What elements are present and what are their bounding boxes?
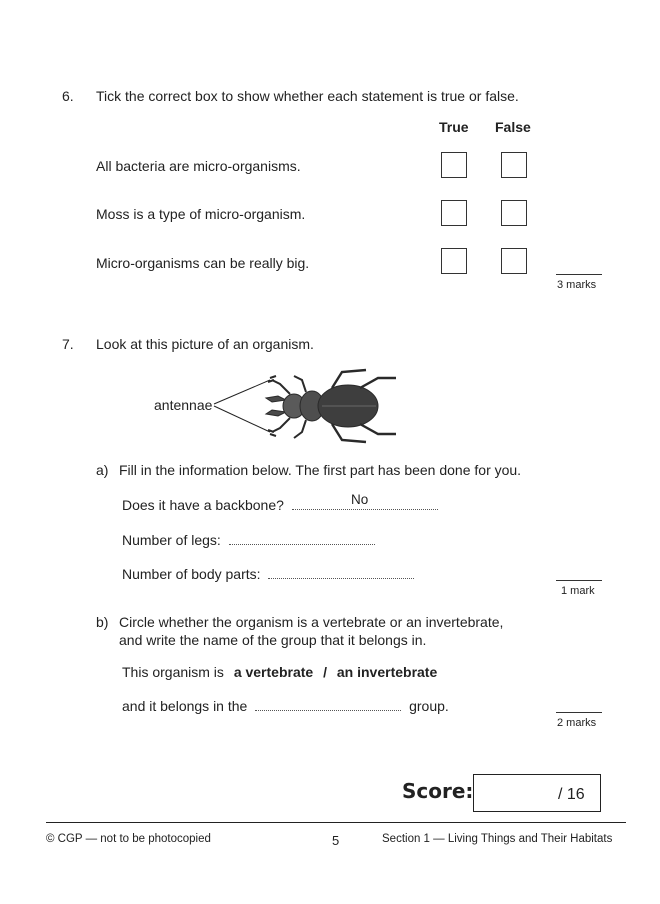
statement-3: Micro-organisms can be really big. <box>96 255 310 271</box>
group-answer-line[interactable] <box>255 698 401 711</box>
page-number: 5 <box>332 833 340 848</box>
statement-1: All bacteria are micro-organisms. <box>96 158 301 174</box>
legs-row <box>122 532 375 548</box>
q7b-prompt-line2: and write the name of the group that it belongs in. <box>119 632 427 648</box>
footer-copyright: © CGP — not to be photocopied <box>46 833 211 845</box>
q7-prompt: Look at this picture of an organism. <box>96 336 314 352</box>
antenna-pointer-line-bottom <box>214 406 270 432</box>
body-parts-label: Number of body parts: <box>122 566 261 582</box>
antenna-pointer-line-top <box>214 380 270 404</box>
q7b-marks: 2 marks <box>557 717 597 729</box>
beetle-illustration <box>210 366 410 448</box>
score-total: / 16 <box>558 786 585 803</box>
tick-box-3-false[interactable] <box>501 248 527 274</box>
true-column-header: True <box>439 119 469 135</box>
antennae-label: antennae <box>154 397 213 413</box>
body-parts-answer-line[interactable] <box>268 566 414 579</box>
q6-prompt: Tick the correct box to show whether each statement is true or false. <box>96 88 519 104</box>
q6-marks: 3 marks <box>557 279 597 291</box>
legs-label: Number of legs: <box>122 532 221 548</box>
q7a-prompt: Fill in the information below. The first part has been done for you. <box>119 462 522 478</box>
score-label: Score: <box>402 779 474 803</box>
option-invertebrate[interactable]: an invertebrate <box>336 664 438 680</box>
q7b-mark-line <box>556 712 602 713</box>
tick-box-2-true[interactable] <box>441 200 467 226</box>
backbone-answer: No <box>351 492 369 507</box>
q7b-prompt-line1: Circle whether the organism is a vertebrate or an invertebrate, <box>119 614 504 630</box>
belongs-suffix: group. <box>409 698 449 714</box>
tick-box-1-true[interactable] <box>441 152 467 178</box>
option-vertebrate[interactable]: a vertebrate <box>233 664 314 680</box>
organism-is-row <box>122 664 437 680</box>
belongs-row <box>122 698 449 714</box>
false-column-header: False <box>495 119 531 135</box>
statement-2: Moss is a type of micro-organism. <box>96 206 306 222</box>
q7a-letter: a) <box>96 462 109 478</box>
tick-box-3-true[interactable] <box>441 248 467 274</box>
tick-box-2-false[interactable] <box>501 200 527 226</box>
q7-number: 7. <box>62 336 74 352</box>
legs-answer-line[interactable] <box>229 532 375 545</box>
q7b-letter: b) <box>96 614 109 630</box>
belongs-prefix: and it belongs in the <box>122 698 248 714</box>
q7a-marks: 1 mark <box>561 585 595 597</box>
backbone-label: Does it have a backbone? <box>122 497 284 513</box>
footer-rule <box>46 822 626 823</box>
footer-section: Section 1 — Living Things and Their Habitats <box>382 833 613 845</box>
backbone-row <box>122 497 438 513</box>
body-parts-row <box>122 566 414 582</box>
q7a-mark-line <box>556 580 602 581</box>
q6-mark-line <box>556 274 602 275</box>
option-separator: / <box>323 664 327 680</box>
q6-number: 6. <box>62 88 74 104</box>
tick-box-1-false[interactable] <box>501 152 527 178</box>
organism-is-label: This organism is <box>122 664 224 680</box>
